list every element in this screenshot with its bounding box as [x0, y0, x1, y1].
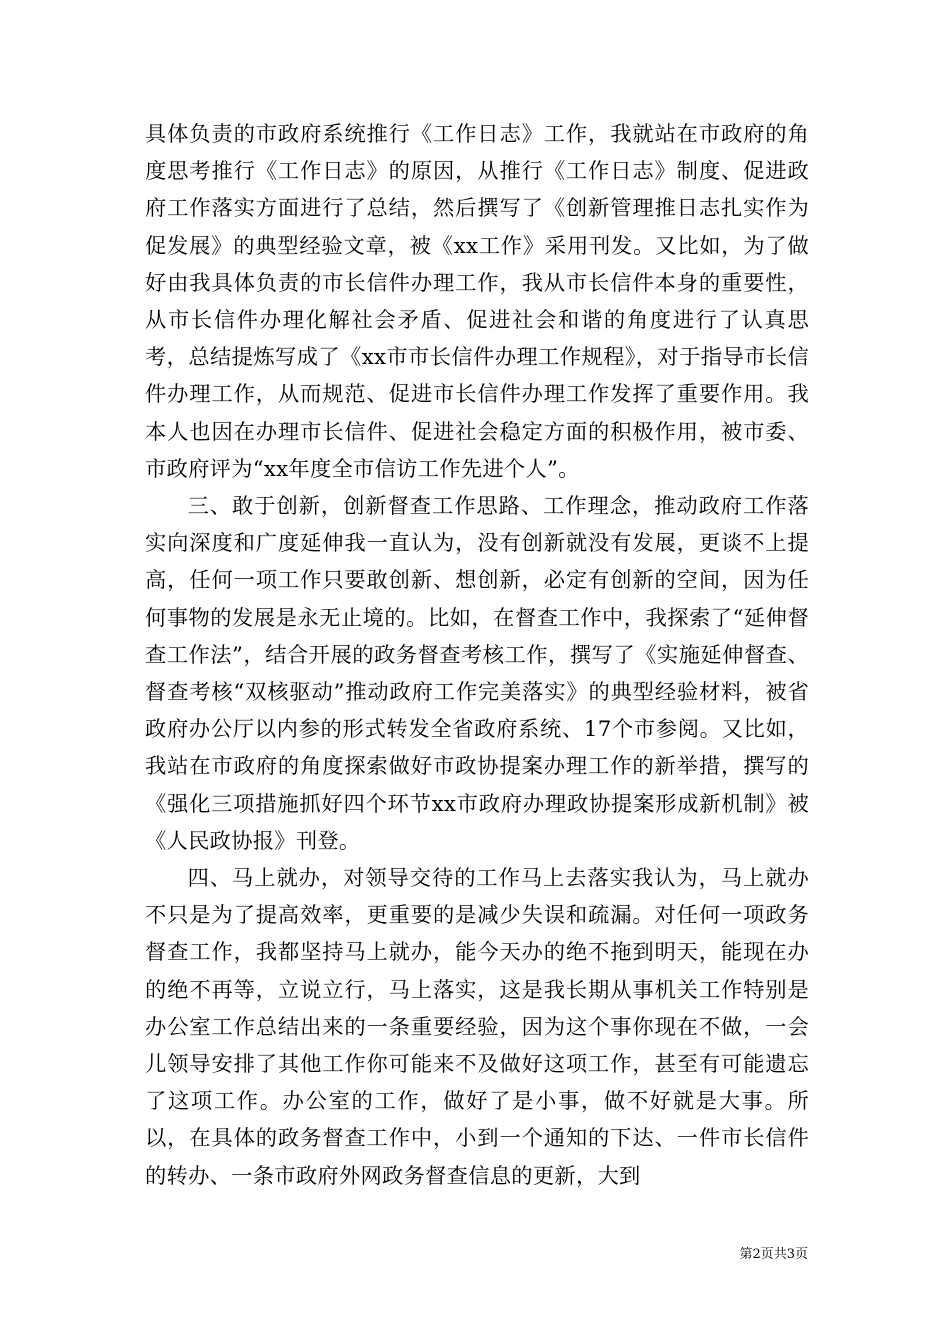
paragraph-1: 具体负责的市政府系统推行《工作日志》工作，我就站在市政府的角度思考推行《工作日志》的原因，从推行《工作日志》制度、促进政府工作落实方面进行了总结，然后撰写了《创新管理推日志扎实作为促发展》的典型经验文章，被《xx工作》采用刊发。又比如，为了做好由我具体负责的市长信件办理工作，我从市长信件本身的重要性，从市长信件办理化解社会矛盾、促进社会和谐的角度进行了认真思考，总结提炼写成了《xx市市长信件办理工作规程》，对于指导市长信件办理工作，从而规范、促进市长信件办理工作发挥了重要作用。我本人也因在办理市长信件、促进社会稳定方面的积极作用，被市委、市政府评为“xx年度全市信访工作先进个人”。: [145, 122, 809, 482]
page-number-footer: 第2页共3页: [739, 1247, 808, 1262]
body-text: [145, 116, 809, 1195]
paragraph-2: 三、敢于创新，创新督查工作思路、工作理念，推动政府工作落实向深度和广度延伸我一直认为，没有创新就没有发展，更谈不上提高，任何一项工作只要敢创新、想创新，必定有创新的空间，因为任何事物的发展是永无止境的。比如，在督查工作中，我探索了“延伸督查工作法”，结合开展的政务督查考核工作，撰写了《实施延伸督查、督查考核“双核驱动”推动政府工作完美落实》的典型经验材料，被省政府办公厅以内参的形式转发全省政府系统、17个市参阅。又比如，我站在市政府的角度探索做好市政协提案办理工作的新举措，撰写的《强化三项措施抓好四个环节xx市政府办理政协提案形成新机制》被《人民政协报》刊登。: [145, 494, 809, 854]
paragraph-3: 四、马上就办，对领导交待的工作马上去落实我认为，马上就办不只是为了提高效率，更重要的是减少失误和疏漏。对任何一项政务督查工作，我都坚持马上就办，能今天办的绝不拖到明天，能现在办的绝不再等，立说立行，马上落实，这是我长期从事机关工作特别是办公室工作总结出来的一条重要经验，因为这个事你现在不做，一会儿领导安排了其他工作你可能来不及做好这项工作，甚至有可能遗忘了这项工作。办公室的工作，做好了是小事，做不好就是大事。所以，在具体的政务督查工作中，小到一个通知的下达、一件市长信件的转办、一条市政府外网政务督查信息的更新，大到: [145, 866, 809, 1189]
